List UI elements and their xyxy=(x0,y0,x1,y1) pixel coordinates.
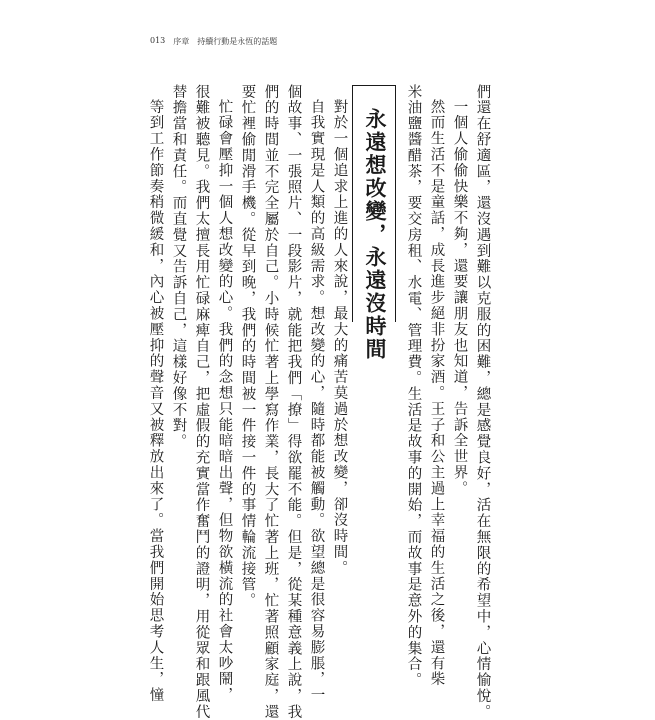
text-column-9: 要忙裡偷閒滑手機。從早到晚，我們的時間被一件接一件的事情輪流接管。 xyxy=(239,84,256,609)
text-column-8: 們的時間並不完全屬於自己。小時候忙著上學寫作業，長大了忙著上班，忙著照顧家庭，還 xyxy=(262,84,279,720)
text-column-6: 自我實現是人類的高級需求。想改變的心，隨時都能被觸動。欲望總是很容易膨脹，一 xyxy=(308,99,325,704)
running-header xyxy=(150,36,277,47)
text-column-4: 米油鹽醬醋茶，要交房租、水電、管理費。生活是故事的開始，而故事是意外的集合。 xyxy=(405,84,422,689)
chapter-label: 序章 xyxy=(173,37,190,46)
text-column-7: 個故事、一張照片、一段影片，就能把我們「撩」得欲罷不能。但是，從某種意義上說，我 xyxy=(285,84,302,720)
text-column-13: 等到工作節奏稍微緩和，內心被壓抑的聲音又被釋放出來了。當我們開始思考人生，憧 xyxy=(147,99,164,704)
text-column-10: 忙碌會壓抑一個人想改變的心。我們的念想只能暗暗出聲，但物欲橫流的社會太吵鬧， xyxy=(216,99,233,704)
running-title: 持續行動是永恆的話題 xyxy=(197,37,278,46)
text-column-1: 們還在舒適區，還沒遇到難以克服的困難，總是感覺良好，活在無限的希望中，心情愉悅。 xyxy=(474,84,491,720)
text-column-11: 很難被聽見。我們太擅長用忙碌麻痺自己，把虛假的充實當作奮鬥的證明，用從眾和跟風代 xyxy=(193,84,210,720)
text-column-12: 替擔當和責任。而直覺又告訴自己，這樣好像不對。 xyxy=(170,84,187,450)
text-column-2: 一個人偷偷快樂不夠，還要讓朋友也知道，告訴全世界。 xyxy=(451,99,468,497)
text-column-5: 對於一個追求上進的人來說，最大的痛苦莫過於想改變，卻沒時間。 xyxy=(331,99,348,576)
section-title-box xyxy=(352,85,396,361)
section-title: 永遠想改變，永遠沒時間 xyxy=(363,108,387,361)
page-number: 013 xyxy=(150,36,166,45)
text-column-3: 然而生活不是童話，成長進步絕非扮家酒。王子和公主過上幸福的生活之後，還有柴 xyxy=(428,99,445,688)
